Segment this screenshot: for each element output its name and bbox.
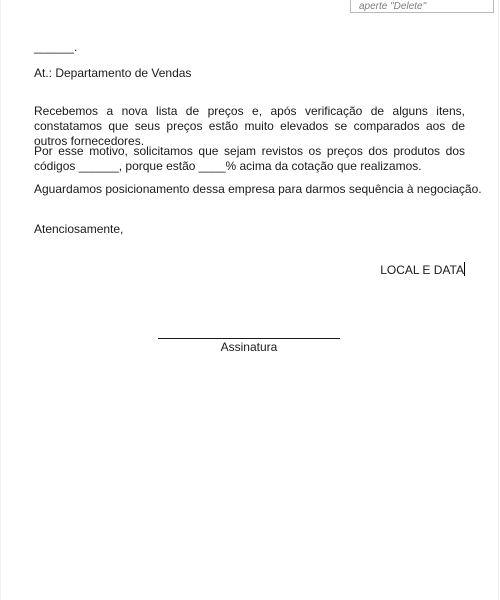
body-paragraph-price-review[interactable]: Por esse motivo, solicitamos que sejam revistos os preços dos produtos dos códigos ______, porque estão ____% acima da cotação que realizamos.: [34, 144, 465, 173]
text-cursor: [464, 262, 465, 276]
signature-line: [158, 338, 340, 339]
delete-hint-tooltip: [350, 0, 494, 13]
page-right-edge: [498, 0, 499, 600]
page-left-edge: [0, 0, 1, 600]
local-date-field[interactable]: [380, 262, 465, 278]
recipient-line[interactable]: At.: Departamento de Vendas: [34, 66, 192, 80]
date-placeholder[interactable]: ______.: [34, 40, 78, 54]
closing-salutation[interactable]: Atenciosamente,: [34, 222, 124, 236]
signature-label[interactable]: Assinatura: [220, 340, 278, 354]
body-paragraph-awaiting-response[interactable]: Aguardamos posicionamento dessa empresa para darmos sequência à negociação.: [34, 182, 482, 196]
body-paragraph-price-list[interactable]: Recebemos a nova lista de preços e, após verificação de alguns itens, constatamos que seus preços estão muito elevados se comparados aos de outros fornecedores.: [34, 104, 465, 148]
tooltip-hint-text: aperte "Delete": [359, 1, 427, 12]
local-date-text: LOCAL E DATA: [380, 263, 464, 277]
